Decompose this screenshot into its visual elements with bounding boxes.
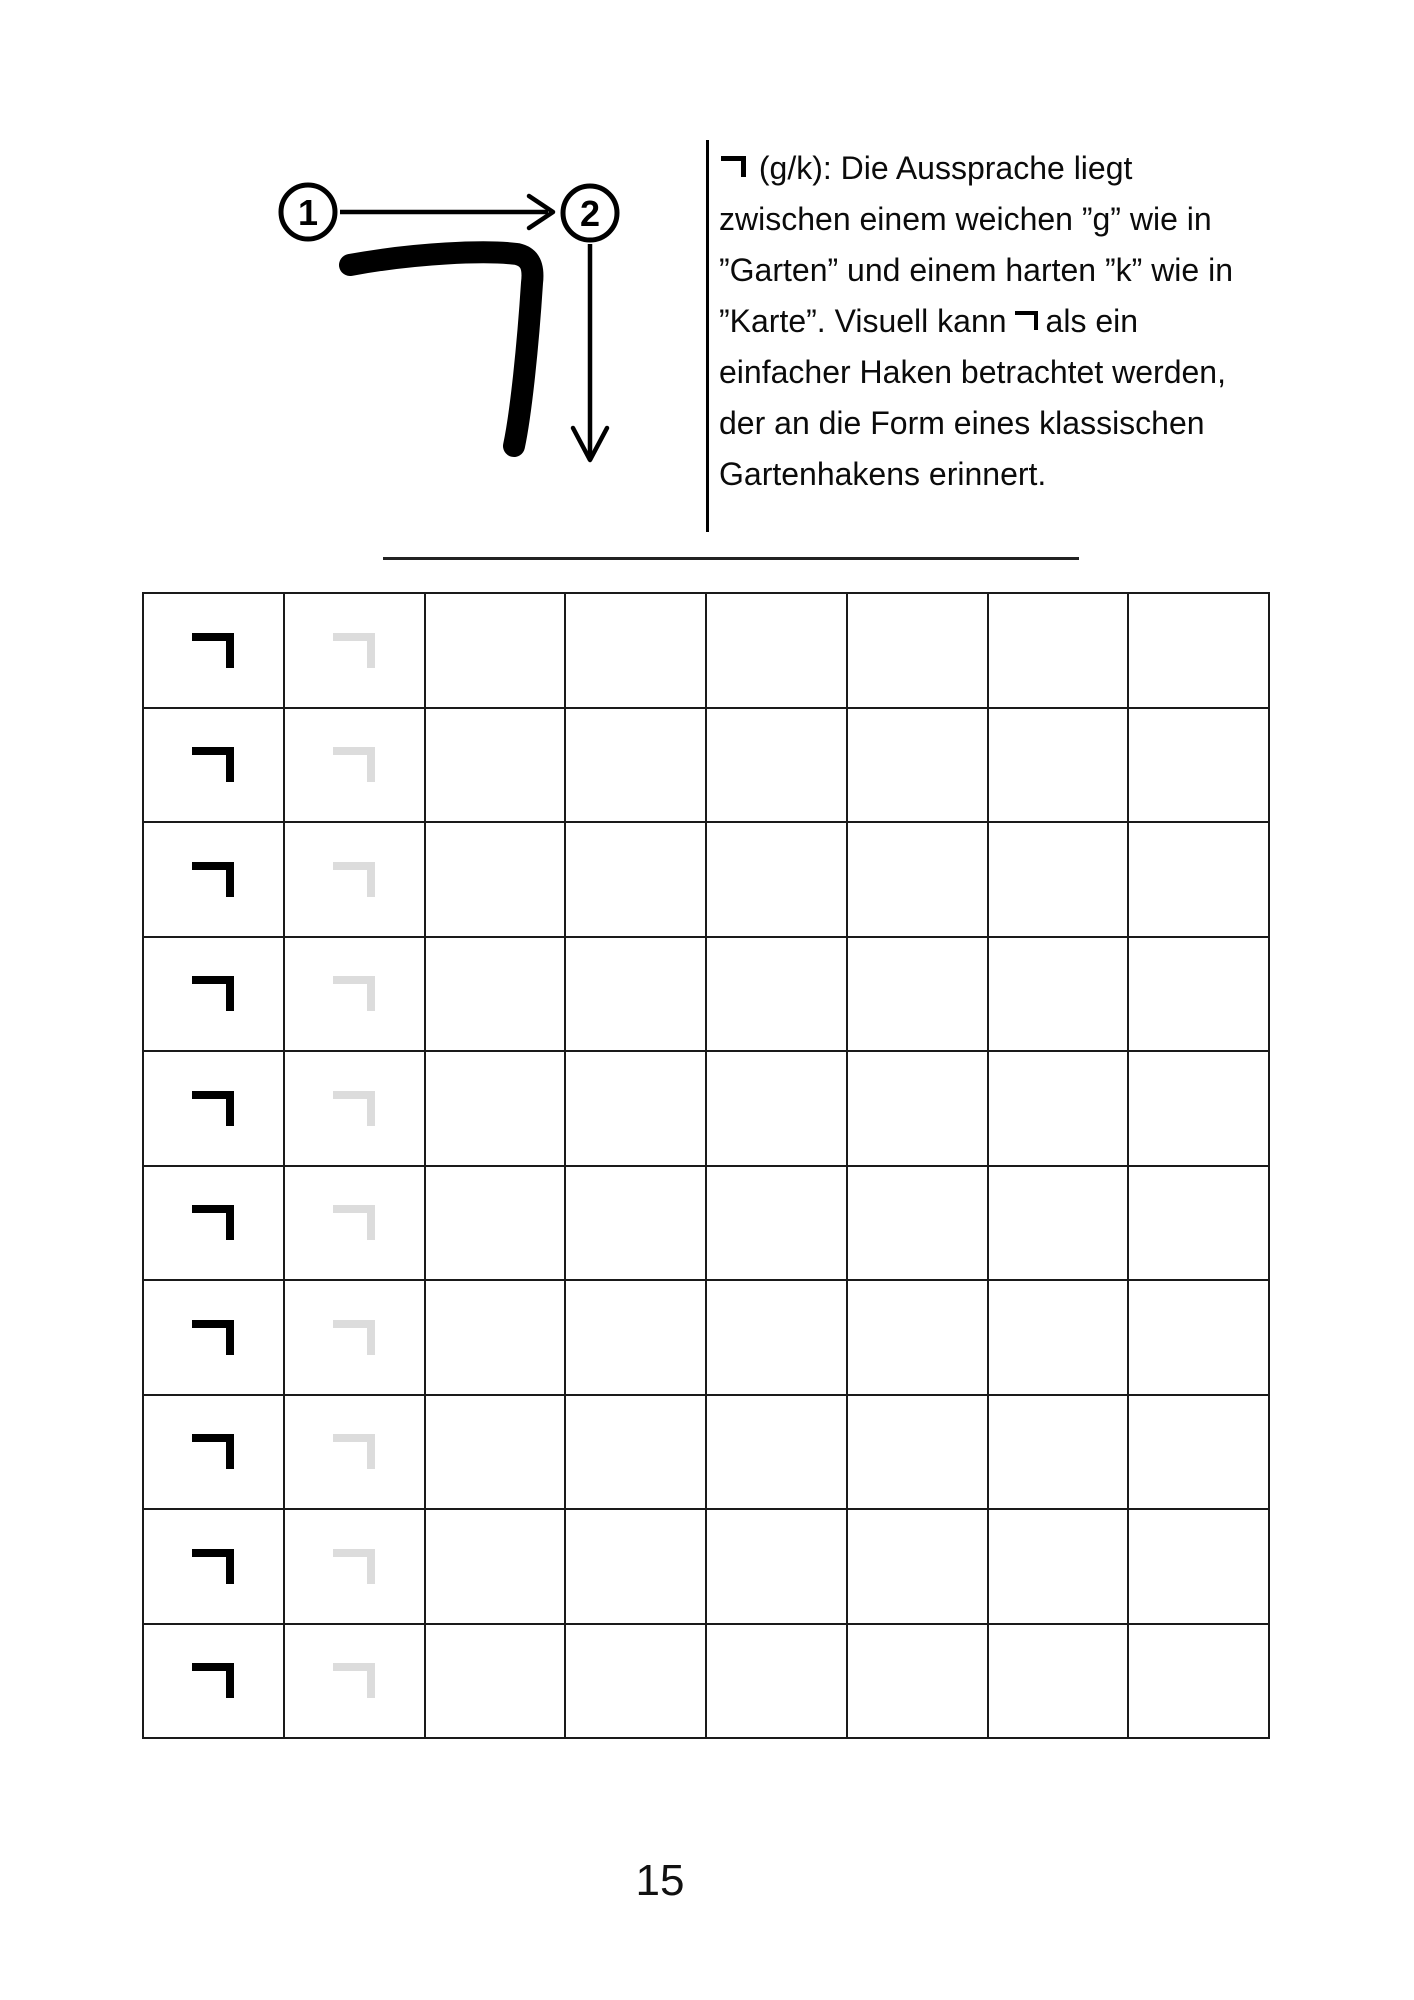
empty-practice-cell [566, 1396, 707, 1509]
giyeok-example-glyph [192, 1091, 234, 1126]
empty-practice-cell [989, 823, 1130, 936]
empty-practice-cell [1129, 823, 1268, 936]
description-line: zwischen einem weichen ”g” wie in [719, 201, 1212, 237]
pronunciation-description [719, 143, 1233, 500]
grid-row [144, 1625, 1268, 1738]
empty-practice-cell [707, 823, 848, 936]
trace-cell [285, 1052, 426, 1165]
empty-practice-cell [566, 823, 707, 936]
trace-cell [285, 1625, 426, 1738]
empty-practice-cell [1129, 594, 1268, 707]
empty-practice-cell [707, 594, 848, 707]
empty-practice-cell [989, 1167, 1130, 1280]
empty-practice-cell [426, 1625, 567, 1738]
empty-practice-cell [848, 1396, 989, 1509]
trace-cell [285, 1167, 426, 1280]
example-cell [144, 709, 285, 822]
empty-practice-cell [1129, 1167, 1268, 1280]
giyeok-trace-glyph [333, 862, 375, 897]
empty-practice-cell [566, 709, 707, 822]
trace-cell [285, 1281, 426, 1394]
practice-grid [142, 592, 1270, 1739]
trace-cell [285, 1510, 426, 1623]
giyeok-trace-glyph [333, 633, 375, 668]
giyeok-trace-glyph [333, 1663, 375, 1698]
empty-practice-cell [848, 594, 989, 707]
giyeok-example-glyph [192, 1320, 234, 1355]
example-cell [144, 938, 285, 1051]
empty-practice-cell [707, 1167, 848, 1280]
example-cell [144, 1510, 285, 1623]
empty-practice-cell [848, 1281, 989, 1394]
giyeok-inline-icon [721, 156, 746, 177]
empty-practice-cell [989, 1052, 1130, 1165]
trace-cell [285, 823, 426, 936]
grid-row [144, 594, 1268, 709]
description-text: als ein [1045, 303, 1139, 339]
page-number: 15 [635, 1856, 685, 1905]
description-text: (g/k): Die Aussprache liegt [750, 150, 1133, 186]
empty-practice-cell [426, 1510, 567, 1623]
description-line: ”Garten” und einem harten ”k” wie in [719, 252, 1233, 288]
empty-practice-cell [848, 709, 989, 822]
empty-practice-cell [1129, 1510, 1268, 1623]
empty-practice-cell [848, 1052, 989, 1165]
empty-practice-cell [989, 938, 1130, 1051]
description-line [719, 296, 1233, 347]
giyeok-trace-glyph [333, 1205, 375, 1240]
trace-cell [285, 594, 426, 707]
empty-practice-cell [848, 938, 989, 1051]
description-line: der an die Form eines klassischen [719, 405, 1205, 441]
trace-cell [285, 1396, 426, 1509]
empty-practice-cell [1129, 1625, 1268, 1738]
giyeok-example-glyph [192, 1205, 234, 1240]
empty-practice-cell [566, 1281, 707, 1394]
empty-practice-cell [707, 1281, 848, 1394]
description-line: Gartenhakens erinnert. [719, 456, 1047, 492]
giyeok-example-glyph [192, 1663, 234, 1698]
step2-number: 2 [579, 193, 601, 234]
grid-row [144, 938, 1268, 1053]
trace-cell [285, 938, 426, 1051]
giyeok-trace-glyph [333, 1549, 375, 1584]
empty-practice-cell [989, 1281, 1130, 1394]
giyeok-glyph [350, 252, 532, 446]
empty-practice-cell [566, 594, 707, 707]
giyeok-example-glyph [192, 747, 234, 782]
empty-practice-cell [848, 1625, 989, 1738]
empty-practice-cell [848, 1510, 989, 1623]
empty-practice-cell [707, 1052, 848, 1165]
empty-practice-cell [426, 938, 567, 1051]
grid-row [144, 1396, 1268, 1511]
giyeok-inline-icon [1015, 311, 1038, 330]
empty-practice-cell [566, 1052, 707, 1165]
giyeok-example-glyph [192, 862, 234, 897]
example-cell [144, 1281, 285, 1394]
empty-practice-cell [989, 1396, 1130, 1509]
step1-number: 1 [297, 192, 319, 233]
grid-row [144, 1281, 1268, 1396]
empty-practice-cell [426, 1396, 567, 1509]
giyeok-trace-glyph [333, 976, 375, 1011]
grid-row [144, 709, 1268, 824]
empty-practice-cell [848, 1167, 989, 1280]
giyeok-example-glyph [192, 976, 234, 1011]
giyeok-trace-glyph [333, 1091, 375, 1126]
giyeok-trace-glyph [333, 747, 375, 782]
grid-row [144, 823, 1268, 938]
empty-practice-cell [989, 1510, 1130, 1623]
example-cell [144, 1052, 285, 1165]
example-cell [144, 1167, 285, 1280]
empty-practice-cell [566, 1625, 707, 1738]
giyeok-example-glyph [192, 1434, 234, 1469]
giyeok-trace-glyph [333, 1320, 375, 1355]
empty-practice-cell [989, 1625, 1130, 1738]
giyeok-example-glyph [192, 633, 234, 668]
empty-practice-cell [426, 594, 567, 707]
example-cell [144, 823, 285, 936]
giyeok-example-glyph [192, 1549, 234, 1584]
empty-practice-cell [566, 1510, 707, 1623]
example-cell [144, 594, 285, 707]
empty-practice-cell [426, 709, 567, 822]
empty-practice-cell [848, 823, 989, 936]
description-divider-line [706, 140, 709, 532]
empty-practice-cell [707, 1625, 848, 1738]
empty-practice-cell [1129, 1396, 1268, 1509]
section-separator-line [383, 557, 1079, 560]
empty-practice-cell [707, 1510, 848, 1623]
grid-row [144, 1167, 1268, 1282]
description-line: einfacher Haken betrachtet werden, [719, 354, 1226, 390]
empty-practice-cell [566, 938, 707, 1051]
empty-practice-cell [1129, 1281, 1268, 1394]
description-line [719, 143, 1233, 194]
giyeok-trace-glyph [333, 1434, 375, 1469]
empty-practice-cell [566, 1167, 707, 1280]
description-text: ”Karte”. Visuell kann [719, 303, 1007, 339]
empty-practice-cell [707, 709, 848, 822]
empty-practice-cell [1129, 938, 1268, 1051]
stroke-order-diagram [0, 0, 700, 560]
trace-cell [285, 709, 426, 822]
empty-practice-cell [426, 823, 567, 936]
empty-practice-cell [707, 938, 848, 1051]
empty-practice-cell [707, 1396, 848, 1509]
empty-practice-cell [1129, 1052, 1268, 1165]
empty-practice-cell [426, 1052, 567, 1165]
example-cell [144, 1396, 285, 1509]
empty-practice-cell [426, 1167, 567, 1280]
example-cell [144, 1625, 285, 1738]
grid-row [144, 1510, 1268, 1625]
empty-practice-cell [989, 709, 1130, 822]
empty-practice-cell [426, 1281, 567, 1394]
grid-row [144, 1052, 1268, 1167]
empty-practice-cell [989, 594, 1130, 707]
empty-practice-cell [1129, 709, 1268, 822]
